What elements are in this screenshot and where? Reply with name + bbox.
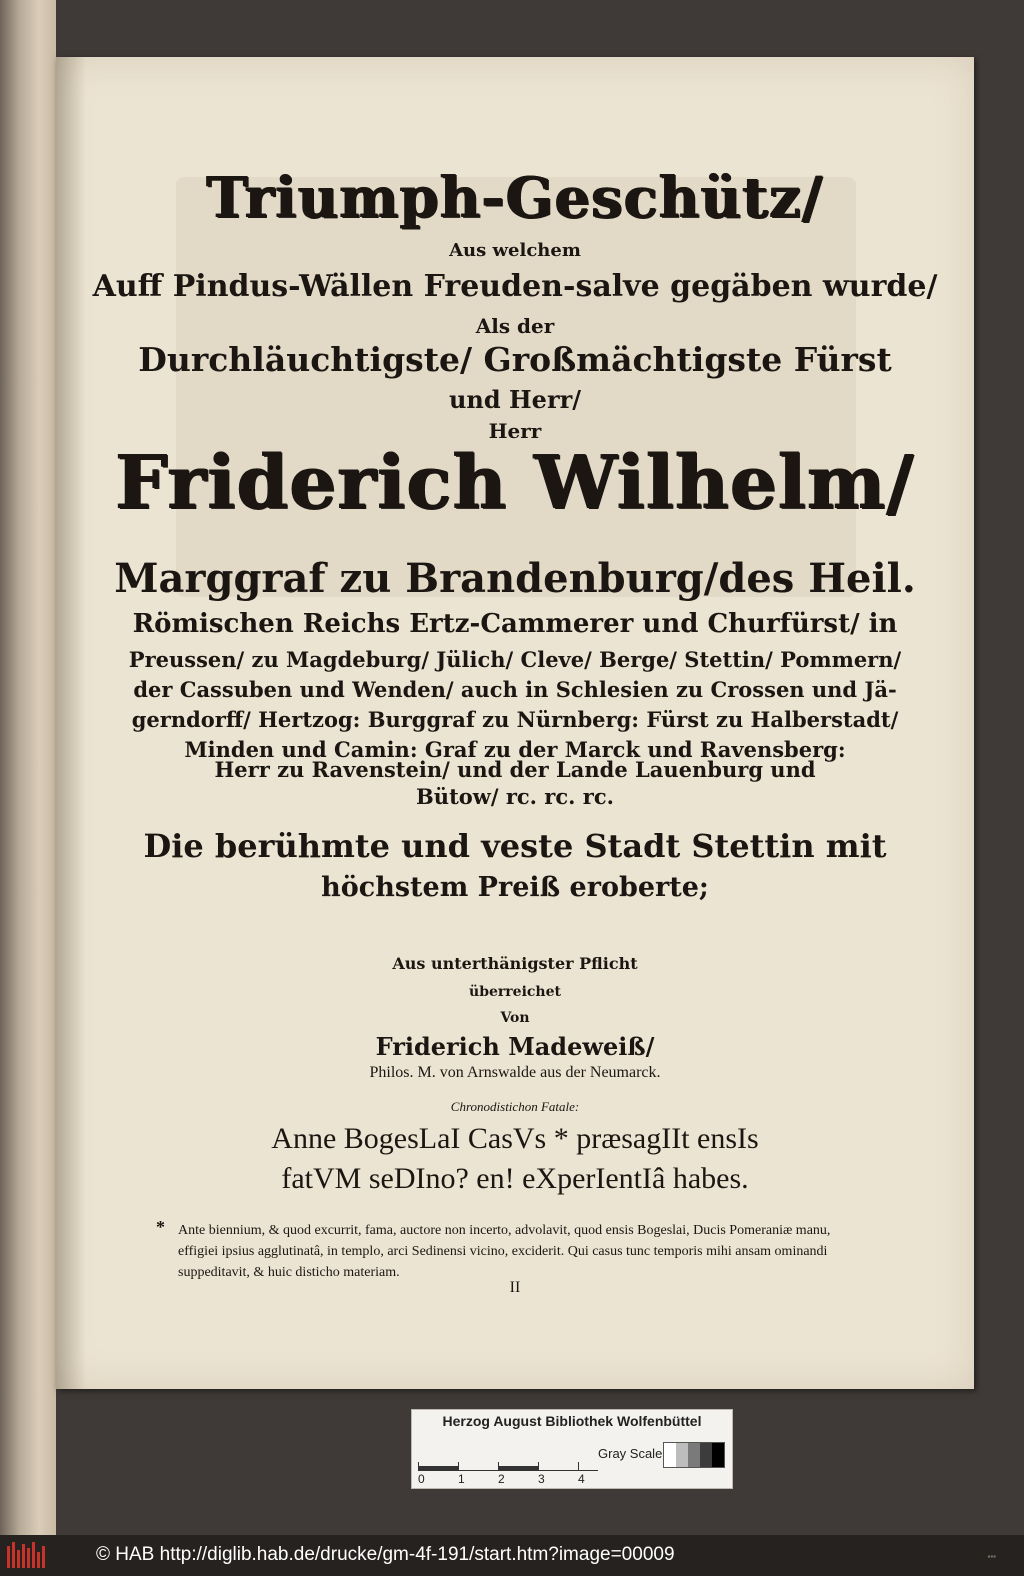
title-line: Römischen Reichs Ertz-Cammerer und Churfürst/ in	[132, 609, 898, 639]
title-line: Triumph-Geschütz/	[206, 165, 824, 231]
gray-scale-label: Gray Scale	[598, 1446, 663, 1461]
title-line: der Cassuben und Wenden/ auch in Schlesien zu Crossen und Jä-	[133, 677, 897, 702]
ruler-label: 2	[498, 1472, 505, 1486]
ruler-label: 1	[458, 1472, 465, 1486]
chronodistichon-heading: Chronodistichon Fatale:	[450, 1099, 580, 1114]
title-line: Herr	[488, 419, 542, 443]
gray-scale-swatches	[663, 1442, 725, 1468]
dedication-line: überreichet	[469, 984, 561, 1000]
title-line: Auff Pindus-Wällen Freuden-salve gegäben wurde/	[92, 269, 938, 304]
title-line: höchstem Preiß eroberte;	[321, 872, 709, 903]
title-line: und Herr/	[448, 385, 582, 414]
title-line: gerndorff/ Hertzog: Burggraf zu Nürnberg: Fürst zu Halberstadt/	[131, 707, 899, 732]
swatch	[712, 1443, 724, 1467]
swatch	[700, 1443, 712, 1467]
measurement-ruler	[418, 1462, 598, 1471]
title-line: Durchläuchtigste/ Großmächtigste Fürst	[138, 340, 892, 379]
hab-logo-icon	[7, 1542, 47, 1568]
footnote-text: Ante biennium, & quod excurrit, fama, auctore non incerto, advolavit, quod ensis Bogeslai, Ducis Pomeraniæ manu, effigiei ipsius agglutinatâ, in templo, arci Sedinensi vicino, exciderit. Qui casus tunc temporis mihi ansam ominandi suppeditavit, & huic disticho materiam.	[178, 1223, 831, 1280]
title-name-line: Friderich Wilhelm/	[115, 440, 915, 526]
footnote-mark: *	[156, 1217, 165, 1237]
ruler-label: 4	[578, 1472, 585, 1486]
title-line: Preussen/ zu Magdeburg/ Jülich/ Cleve/ Berge/ Stettin/ Pommern/	[128, 647, 902, 672]
title-line: Die berühmte und veste Stadt Stettin mit	[143, 827, 887, 865]
footer-mark: ▪▪▪	[987, 1552, 996, 1561]
card-title: Herzog August Bibliothek Wolfenbüttel	[442, 1413, 702, 1429]
title-line: Marggraf zu Brandenburg/des Heil.	[114, 555, 916, 602]
gray-scale-card	[411, 1409, 733, 1489]
copyright-url[interactable]: © HAB http://diglib.hab.de/drucke/gm-4f-191/start.htm?image=00009	[96, 1544, 675, 1565]
ruler-label: 0	[418, 1472, 425, 1486]
chronodistichon-line: fatVM seDIno? en! eXperIentIâ habes.	[281, 1162, 749, 1195]
title-line: Als der	[475, 314, 555, 338]
title-line: Herr zu Ravenstein/ und der Lande Lauenburg und	[214, 757, 816, 782]
title-line: Bütow/ rc. rc. rc.	[416, 784, 614, 809]
document-page	[56, 57, 974, 1389]
swatch	[664, 1443, 676, 1467]
footer-bar	[0, 1535, 1024, 1576]
chronodistichon-line: Anne BogesLaI CasVs * præsagIIt ensIs	[271, 1122, 759, 1155]
author-name: Friderich Madeweiß/	[375, 1032, 655, 1061]
dedication-line: Von	[500, 1010, 530, 1026]
ruler-label: 3	[538, 1472, 545, 1486]
dedication-line: Aus unterthänigster Pflicht	[392, 954, 638, 973]
swatch	[676, 1443, 688, 1467]
swatch	[688, 1443, 700, 1467]
signature-mark: II	[509, 1279, 521, 1296]
author-info: Philos. M. von Arnswalde aus der Neumarck.	[369, 1064, 661, 1081]
title-line: Aus welchem	[449, 240, 581, 261]
left-page-edge	[0, 0, 56, 1535]
title-line: Minden und Camin: Graf zu der Marck und Ravensberg:	[184, 737, 846, 762]
